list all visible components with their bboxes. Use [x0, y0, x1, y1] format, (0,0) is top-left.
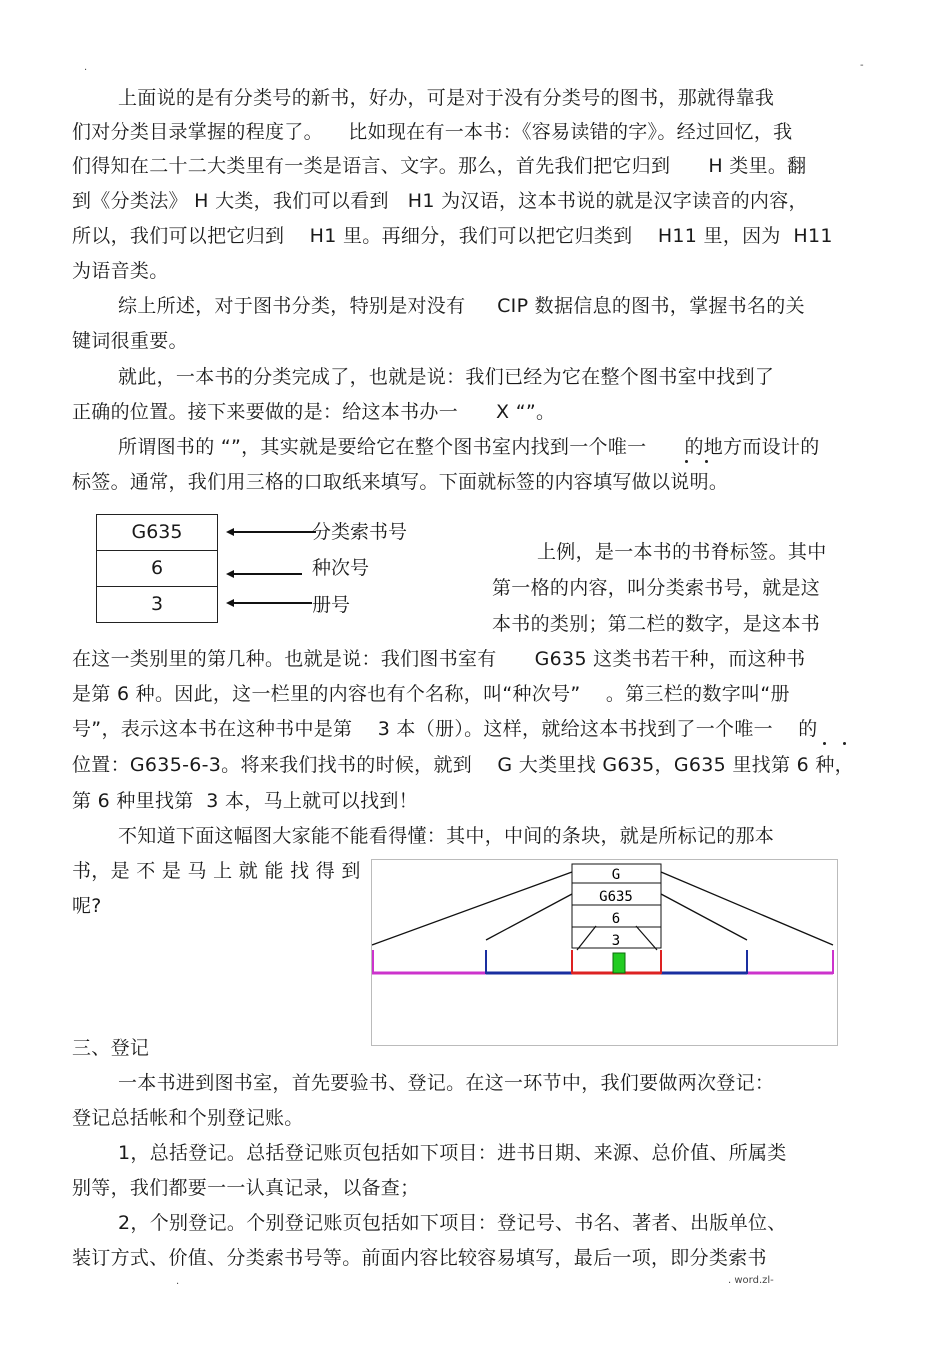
label-cell-sequence: 6 — [97, 551, 217, 587]
figure-label-3: 3 — [611, 933, 621, 949]
section-heading: 三、登记 — [72, 1037, 150, 1059]
label-cell-volume: 3 — [150, 593, 164, 615]
para5-right-line-1: 上例，是一本书的书脊标签。其中 — [537, 541, 827, 563]
header-left-mark: . — [84, 62, 88, 73]
header-right-mark: - — [860, 60, 864, 71]
arrow-left-icon — [226, 528, 316, 536]
shelf-figure — [371, 859, 838, 1046]
para5-line-4: 位置：G635-6-3。将来我们找书的时候，就到 G 大类里找 G635，G635 里找第 6 种， — [72, 754, 854, 776]
para3-line-1: 就此，一本书的分类完成了，也就是说：我们已经为它在整个图书室中找到了 — [118, 366, 775, 388]
para6-line-3: 呢? — [72, 895, 102, 917]
label-name-sequence: 种次号 — [312, 557, 370, 579]
arrow-left-icon — [226, 599, 312, 607]
label-cell-call-number: G635 — [97, 515, 217, 551]
para1-line-1: 上面说的是有分类号的新书，好办，可是对于没有分类号的图书，那就得靠我 — [118, 87, 775, 109]
label-name-volume: 册号 — [312, 594, 351, 616]
para1-line-3: 们得知在二十二大类里有一类是语言、文字。那么，首先我们把它归到 H 类里。翻 — [72, 155, 807, 177]
emphasis-dot — [685, 460, 688, 463]
footer-right-mark: . word.zl- — [728, 1275, 774, 1286]
para5-line-2: 是第 6 种。因此，这一栏里的内容也有个名称，叫“种次号” 。第三栏的数字叫“册 — [72, 683, 790, 705]
figure-label-g: G — [611, 867, 621, 883]
para6-line-2: 书，是 不 是 马 上 就 能 找 得 到 — [72, 860, 361, 882]
para5-right-line-3: 本书的类别；第二栏的数字，是这本书 — [492, 613, 821, 635]
para4-line-2: 标签。通常，我们用三格的口取纸来填写。下面就标签的内容填写做以说明。 — [72, 471, 729, 493]
label-arrows — [218, 514, 318, 624]
shelf-figure-drawing — [372, 860, 837, 1045]
para1-line-5: 所以，我们可以把它归到 H1 里。再细分，我们可以把它归类到 H11 里，因为 H11 — [72, 225, 833, 247]
label-name-call-number: 分类索书号 — [312, 521, 408, 543]
spine-label-table — [96, 514, 218, 623]
para5-line-1: 在这一类别里的第几种。也就是说：我们图书室有 G635 这类书若干种，而这种书 — [72, 648, 806, 670]
emphasis-dot — [823, 742, 826, 745]
para2-line-1: 综上所述，对于图书分类，特别是对没有 CIP 数据信息的图书，掌握书名的关 — [118, 295, 805, 317]
footer-left-mark: . — [176, 1276, 180, 1287]
para9-line-1: 2，个别登记。个别登记账页包括如下项目：登记号、书名、著者、出版单位、 — [118, 1212, 787, 1234]
para7-line-1: 一本书进到图书室，首先要验书、登记。在这一环节中，我们要做两次登记： — [118, 1072, 775, 1094]
para5-line-3: 号”，表示这本书在这种书中是第 3 本（册）。这样，就给这本书找到了一个唯一 的 — [72, 718, 818, 740]
para1-line-6: 为语音类。 — [72, 260, 169, 282]
figure-label-6: 6 — [611, 911, 621, 927]
para2-line-2: 键词很重要。 — [72, 330, 188, 352]
para6-line-1: 不知道下面这幅图大家能不能看得懂：其中，中间的条块，就是所标记的那本 — [118, 825, 775, 847]
arrow-left-icon — [226, 570, 302, 578]
para8-line-1: 1，总括登记。总括登记账页包括如下项目：进书日期、来源、总价值、所属类 — [118, 1142, 787, 1164]
para1-line-4: 到《分类法》 H 大类，我们可以看到 H1 为汉语，这本书说的就是汉字读音的内容， — [72, 190, 808, 212]
para7-line-2: 登记总括帐和个别登记账。 — [72, 1107, 304, 1129]
emphasis-dot — [843, 742, 846, 745]
para5-right-line-2: 第一格的内容，叫分类索书号，就是这 — [492, 577, 821, 599]
para8-line-2: 别等，我们都要一一认真记录，以备查； — [72, 1177, 420, 1199]
para3-line-2: 正确的位置。接下来要做的是：给这本书办一 X “”。 — [72, 401, 556, 423]
target-book — [613, 953, 625, 973]
para4-line-1: 所谓图书的 “”，其实就是要给它在整个图书室内找到一个唯一 的地方而设计的 — [118, 436, 820, 458]
para1-line-2: 们对分类目录掌握的程度了。 比如现在有一本书：《容易读错的字》。经过回忆，我 — [72, 121, 793, 143]
para9-line-2: 装订方式、价值、分类索书号等。前面内容比较容易填写，最后一项，即分类索书 — [72, 1247, 767, 1269]
para5-line-5: 第 6 种里找第 3 本，马上就可以找到！ — [72, 790, 418, 812]
emphasis-dot — [705, 460, 708, 463]
figure-label-g635: G635 — [599, 889, 633, 905]
